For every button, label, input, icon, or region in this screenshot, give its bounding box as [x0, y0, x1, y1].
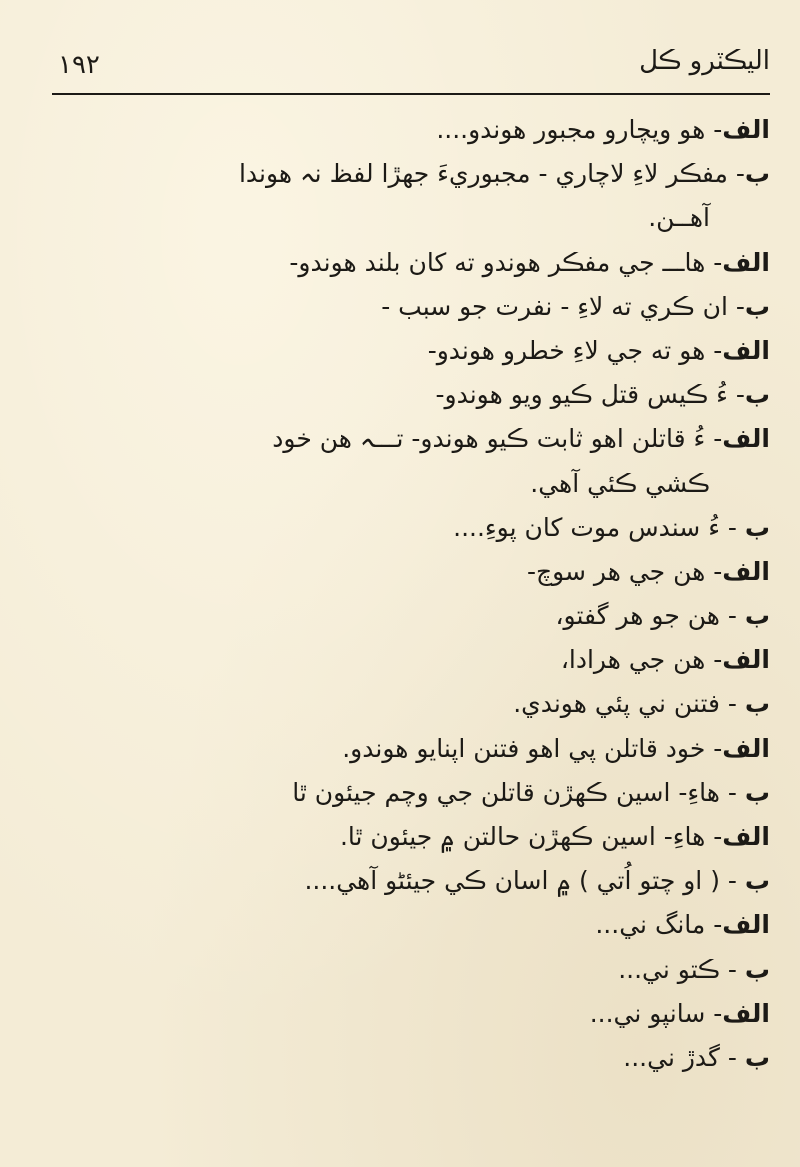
speaker-label: الف: [722, 335, 770, 365]
speaker-label: ب: [744, 689, 770, 719]
speaker-label: الف: [722, 115, 770, 144]
dialogue-line: الف- ءُ قاتلن اهو ثابت ڪيو هوندو- تـــہ هن خود: [272, 424, 770, 454]
line-text: هو ويچارو مجبور هوندو....: [436, 115, 706, 144]
line-text: ءُ سندس موت کان پوءِ....: [453, 512, 720, 542]
speaker-label: ب: [744, 380, 770, 410]
speaker-label: ب: [744, 777, 770, 807]
speaker-label: ب: [744, 954, 770, 984]
speaker-label: الف: [722, 998, 770, 1028]
page-header: [50, 44, 770, 88]
line-text: هاـــ جي مفڪر هوندو ته کان بلند هوندو-: [289, 247, 706, 277]
line-text: ان ڪري ته لاءِ - نفرت جو سبب -: [381, 291, 728, 321]
speaker-label: ب: [744, 159, 770, 189]
line-text: خود قاتلن پي اهو فتنن اپنايو هوندو.: [342, 733, 706, 763]
line-text: ءُ قاتلن اهو ثابت ڪيو هوندو- تـــہ هن خود: [272, 424, 706, 454]
line-text: هاءِ- اسين ڪهڙن حالتن ۾ جيئون ٿا.: [339, 822, 706, 851]
dialogue-line: ب - ءُ سندس موت کان پوءِ....: [453, 512, 770, 542]
dialogue-line: الف- هن جي هر سوچ-: [526, 556, 770, 586]
line-text: فتنن ني پئي هوندي.: [513, 689, 720, 719]
dialogue-line: ب - ڪتو ني...: [618, 954, 770, 984]
dialogue-line: ب- ءُ ڪيس قتل ڪيو ويو هوندو-: [435, 380, 770, 410]
speaker-label: الف: [722, 247, 770, 277]
line-text: هن جو هر گفتو،: [555, 601, 720, 631]
speaker-label: الف: [722, 733, 770, 763]
header-rule: [52, 93, 770, 95]
line-text: مفڪر لاءِ لاچاري - مجبوريءَ جهڙا لفظ نہ هوندا: [238, 159, 728, 189]
line-text: گدڙ ني...: [623, 1042, 720, 1072]
dialogue-line: ب - هن جو هر گفتو،: [555, 601, 770, 631]
speaker-label: ب: [744, 866, 770, 896]
dialogue-line: ب- ان ڪري ته لاءِ - نفرت جو سبب -: [381, 291, 770, 321]
line-text: هن جي هرادا،: [560, 645, 706, 675]
speaker-label: ب: [744, 291, 770, 321]
dialogue-line: الف- هاـــ جي مفڪر هوندو ته کان بلند هوندو-: [289, 247, 770, 277]
speaker-label: الف: [722, 645, 770, 675]
line-text: ڪتو ني...: [618, 954, 720, 984]
speaker-label: الف: [722, 424, 770, 454]
line-text: ( او چتو اُتي ) ۾ اسان ڪي جيئڻو آهي....: [304, 866, 720, 896]
dialogue-line: ب - ( او چتو اُتي ) ۾ اسان ڪي جيئڻو آهي....: [304, 866, 770, 896]
dialogue-body: [60, 108, 770, 1080]
dialogue-line: ب - هاءِ- اسين ڪهڙن قاتلن جي وچم جيئون ٿا: [292, 777, 770, 807]
speaker-label: الف: [722, 822, 770, 851]
dialogue-line: الف- هو ويچارو مجبور هوندو....: [436, 115, 770, 144]
dialogue-line: الف- سانپو ني...: [589, 998, 770, 1028]
dialogue-continuation: [60, 196, 770, 240]
dialogue-continuation: [60, 462, 770, 506]
dialogue-line: ب - گدڙ ني...: [623, 1042, 770, 1072]
line-text: ءُ ڪيس قتل ڪيو ويو هوندو-: [435, 380, 728, 410]
line-text: هاءِ- اسين ڪهڙن قاتلن جي وچم جيئون ٿا: [292, 777, 720, 807]
running-title: اليڪٽرو ڪل: [639, 46, 770, 76]
dialogue-line: ب - فتنن ني پئي هوندي.: [513, 689, 770, 719]
dialogue-line: الف- مانگ ني...: [595, 910, 770, 940]
dialogue-line: الف- هو ته جي لاءِ خطرو هوندو-: [427, 335, 770, 365]
line-text: ڪشي ڪئي آهي.: [530, 468, 710, 498]
speaker-label: ب: [744, 1042, 770, 1072]
line-text: مانگ ني...: [595, 910, 706, 940]
page-number: ۱۹۲: [58, 50, 100, 80]
dialogue-line: الف- هن جي هرادا،: [560, 645, 770, 675]
dialogue-line: الف- هاءِ- اسين ڪهڙن حالتن ۾ جيئون ٿا.: [339, 822, 770, 851]
line-text: هن جي هر سوچ-: [526, 556, 706, 586]
line-text: آهــن.: [648, 203, 710, 233]
line-text: هو ته جي لاءِ خطرو هوندو-: [427, 335, 706, 365]
dialogue-line: ب- مفڪر لاءِ لاچاري - مجبوريءَ جهڙا لفظ نہ هوندا: [238, 159, 770, 189]
speaker-label: ب: [744, 601, 770, 631]
dialogue-line: الف- خود قاتلن پي اهو فتنن اپنايو هوندو.: [342, 733, 770, 763]
line-text: سانپو ني...: [589, 998, 706, 1028]
speaker-label: الف: [722, 910, 770, 940]
speaker-label: الف: [722, 556, 770, 586]
speaker-label: ب: [744, 512, 770, 542]
